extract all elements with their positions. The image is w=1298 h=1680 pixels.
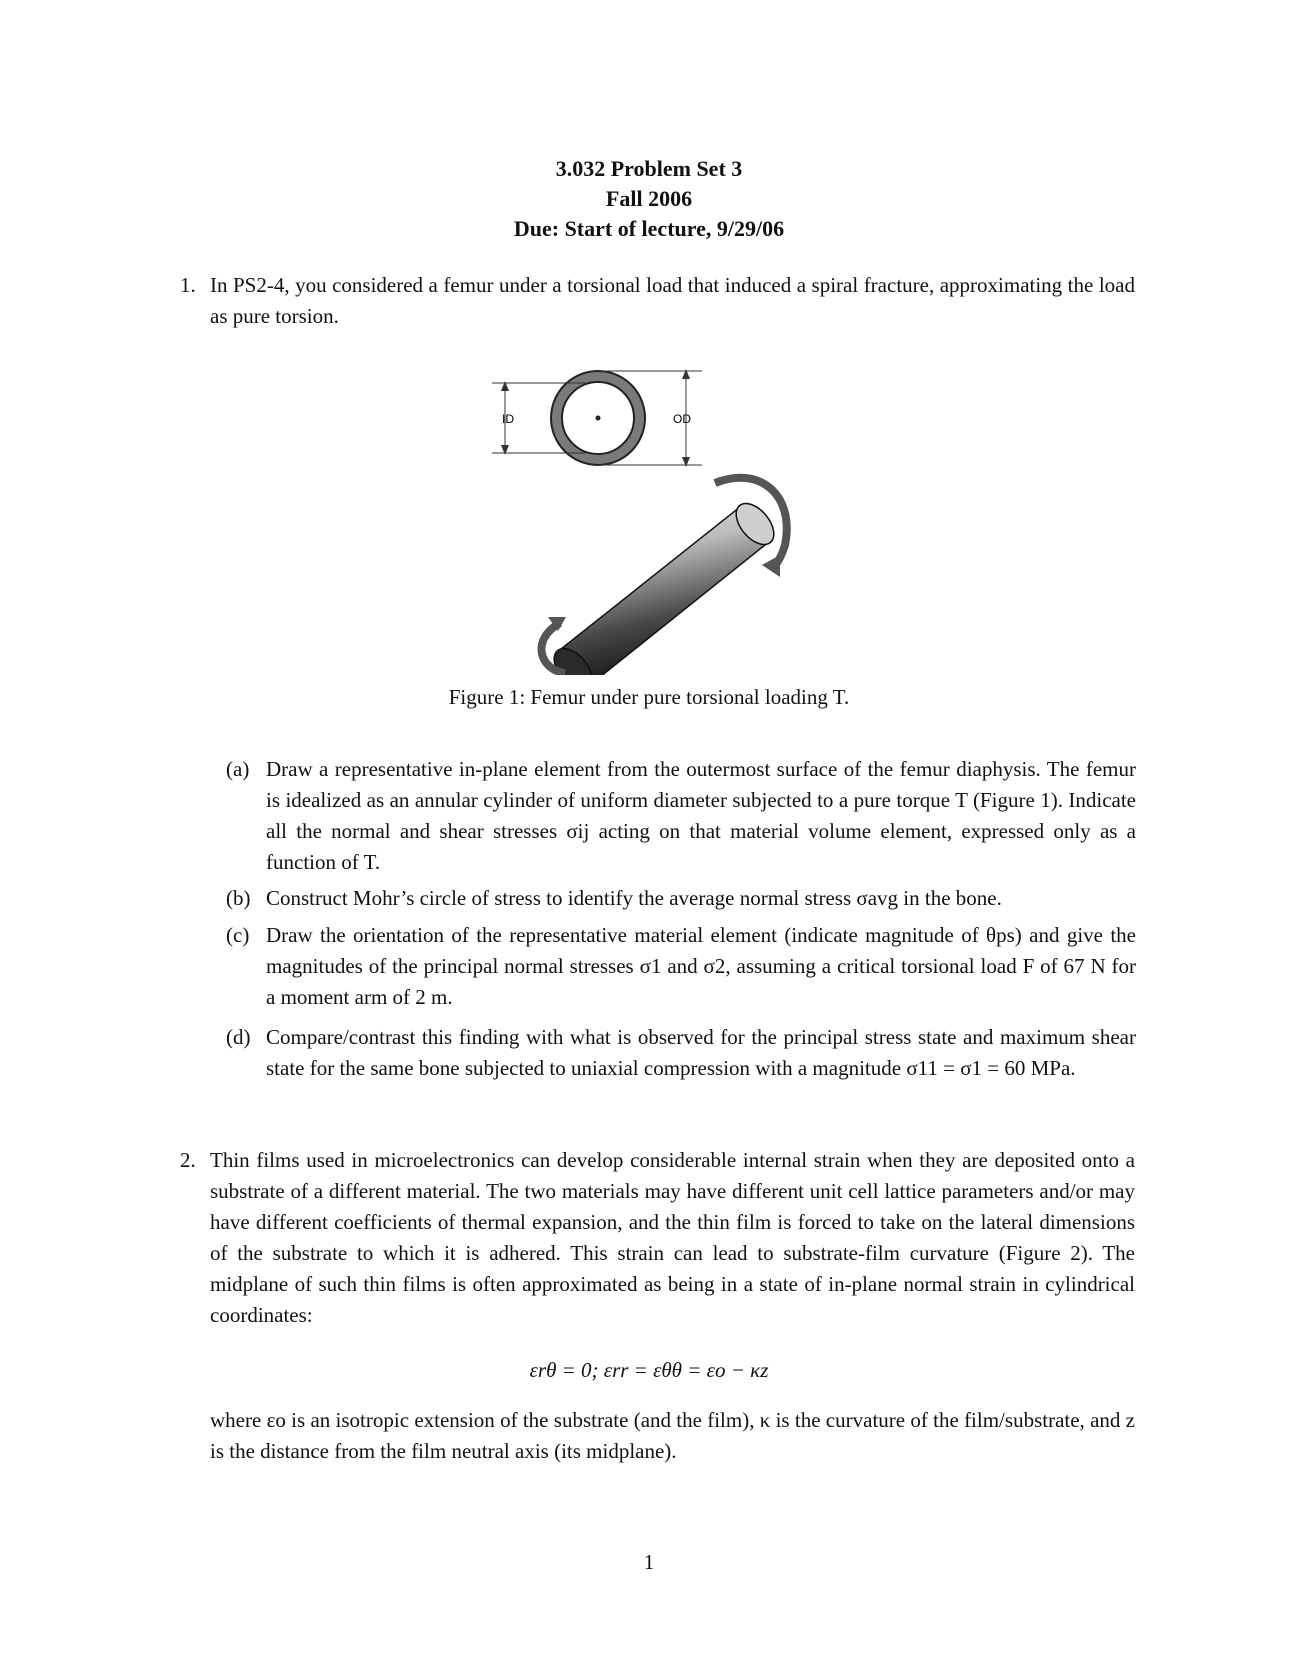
due-date: Due: Start of lecture, 9/29/06 [513, 216, 785, 241]
title: 3.032 Problem Set 3 [555, 156, 743, 181]
part-b-text: Construct Mohr’s circle of stress to identify the average normal stress σavg in the bone. [266, 886, 1002, 910]
term: Fall 2006 [605, 186, 693, 211]
figure-1-caption: Figure 1: Femur under pure torsional loading T. [448, 685, 850, 709]
part-d-label: (d) [226, 1025, 251, 1049]
femur-rod [547, 497, 781, 675]
cross-section-diagram [492, 369, 702, 467]
page-number: 1 [643, 1550, 655, 1574]
od-label: OD [673, 412, 691, 426]
problem-2-text: Thin films used in microelectronics can develop considerable internal strain when they are deposited onto a substrate of a different material. The two materials may have different unit cell lattice parameters and/or may have different coefficients of thermal expansion, and the thin film is forced to take on the lateral dimensions of the substrate to which it is adhered. This strain can lead to substrate-film curvature (Figure 2). The midplane of such thin films is often approximated as being in a state of in-plane normal strain in cylindrical coordinates: [210, 1148, 1135, 1327]
part-c-label: (c) [226, 923, 250, 947]
header [0, 154, 1298, 244]
part-b-label: (b) [226, 886, 251, 910]
femur-torsion-figure [0, 355, 1298, 675]
problem-1-number: 1. [180, 273, 196, 297]
part-a-label: (a) [226, 757, 250, 781]
problem-1-text: In PS2-4, you considered a femur under a torsional load that induced a spiral fracture, approximating the load as pure torsion. [210, 273, 1135, 328]
problem-2-explanation: where εo is an isotropic extension of the substrate (and the film), κ is the curvature of the film/substrate, and z is the distance from the film neutral axis (its midplane). [210, 1408, 1135, 1463]
part-c-text: Draw the orientation of the representative material element (indicate magnitude of θps) and give the magnitudes of the principal normal stresses σ1 and σ2, assuming a critical torsional load F of 67 N for a moment arm of 2 m. [266, 923, 1136, 1009]
part-a-text: Draw a representative in-plane element from the outermost surface of the femur diaphysis. The femur is idealized as an annular cylinder of uniform diameter subjected to a pure torque T (Figure 1). Indicate all the normal and shear stresses σij acting on that material volume element, expressed only as a function of T. [266, 757, 1136, 874]
strain-equation: εrθ = 0; εrr = εθθ = εo − κz [529, 1358, 769, 1382]
id-label: ID [502, 412, 514, 426]
part-d-text: Compare/contrast this finding with what is observed for the principal stress state and maximum shear state for the same bone subjected to uniaxial compression with a magnitude σ11 = σ1 = 60 MPa. [266, 1025, 1136, 1080]
problem-2-number: 2. [180, 1148, 196, 1172]
